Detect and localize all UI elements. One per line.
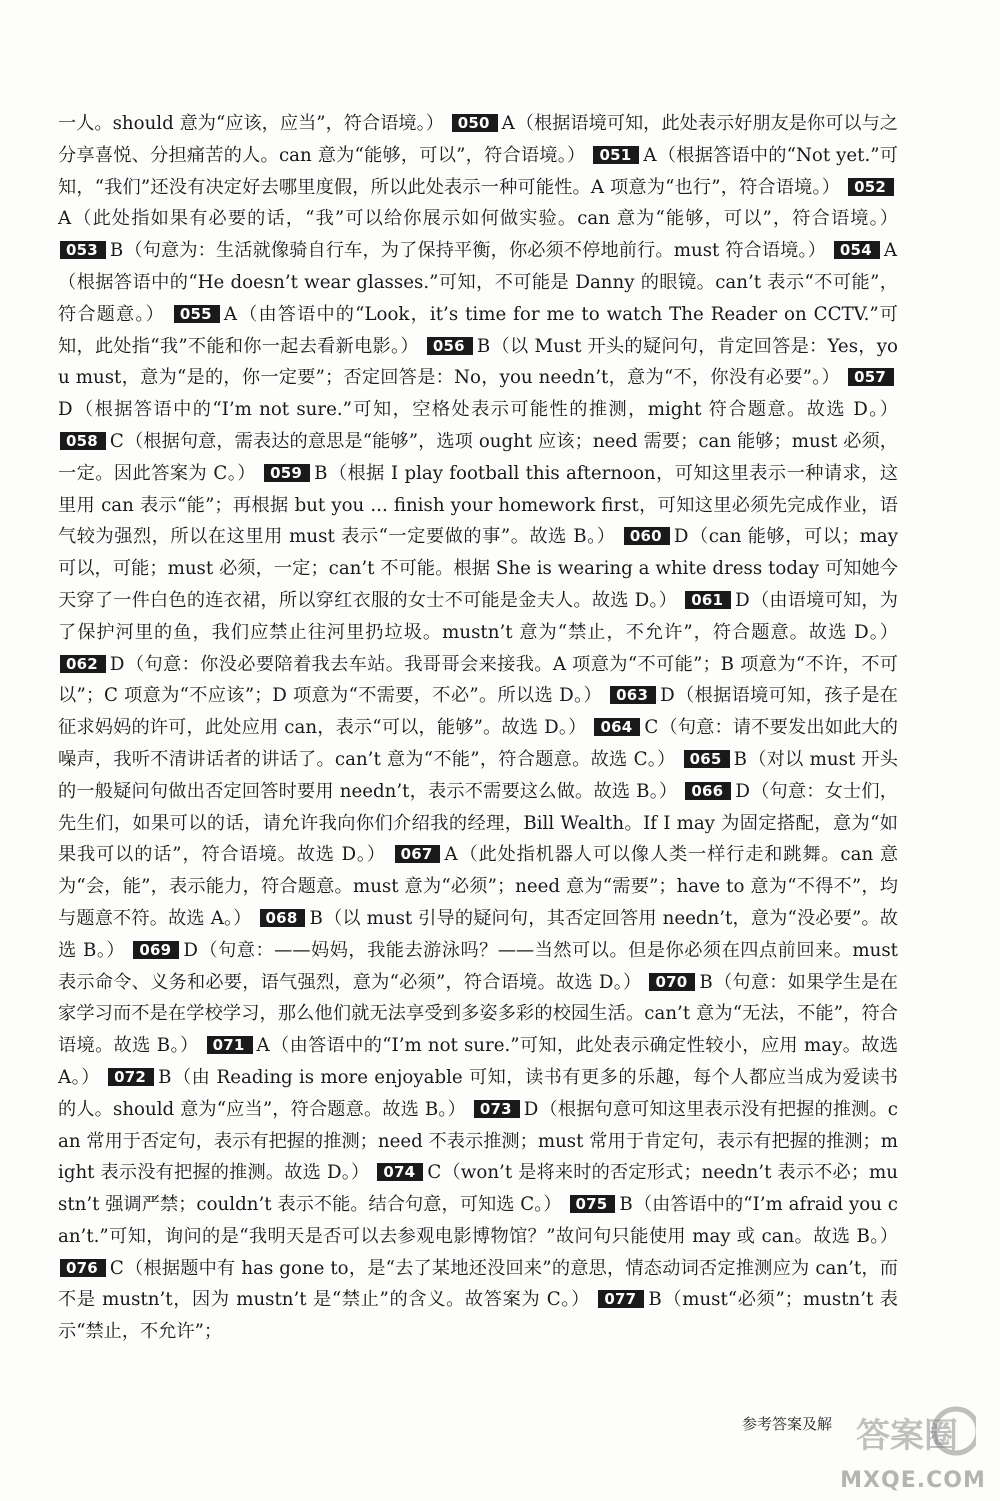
question-number-badge: 070 [649, 973, 695, 991]
question-number-badge: 066 [685, 782, 731, 800]
answer-letter: B [309, 907, 323, 929]
answer-explanation: （根据 I play football this afternoon，可知这里表示一种请求，这里用 can 表示“能”；再根据 but you ... finish your homework first，可知这里必须先完成作业，语气较为强烈，所以在这里用 must 表示“一定要做的事”。故选 B。） [58, 462, 898, 548]
answer-explanation: （句意：你没必要陪着我去车站。我哥哥会来接我。A 项意为“不可能”；B 项意为“不许，不可以”；C 项意为“不应该”；D 项意为“不需要，不必”。所以选 D。） [58, 653, 898, 707]
watermark-text: MXQE.COM [840, 1468, 986, 1493]
answer-letter: D [735, 589, 750, 611]
answer-explanation: （根据语境可知，孩子是在征求妈妈的许可，此处应用 can，表示“可以，能够”。故选 D。） [58, 685, 898, 739]
answer-letter: A [643, 144, 657, 166]
answer-letter: D [183, 939, 198, 961]
answer-letter: A [223, 303, 237, 325]
question-number-badge: 076 [60, 1259, 106, 1277]
answer-explanation: （根据句意，需表达的意思是“能够”，选项 ought 应该；need 需要；can 能够；must 必须，一定。因此答案为 C。） [58, 430, 898, 484]
answer-explanation: （won’t 是将来时的否定形式；needn’t 表示不必；mustn’t 强调严禁；couldn’t 表示不能。结合句意，可知选 C。） [58, 1162, 899, 1216]
answer-explanation: 一人。should 意为“应该，应当”，符合语境。） [58, 113, 444, 134]
question-number-badge: 072 [108, 1068, 154, 1086]
answer-letter: D [735, 780, 750, 802]
answer-letter: D [523, 1098, 539, 1120]
question-number-badge: 069 [133, 941, 179, 959]
question-number-badge: 059 [264, 464, 310, 482]
answer-explanation: （句意：女士们，先生们，如果可以的话，请允许我向你们介绍我的经理，Bill Wealth。If I may 为固定搭配，意为“如果我可以的话”，符合语境。故选 D。） [58, 780, 898, 866]
answer-explanation: （对以 must 开头的一般疑问句做出否定回答时要用 needn’t，表示不需要这么做。故选 B。） [58, 748, 898, 802]
answer-explanation: （以 must 引导的疑问句，其否定回答用 needn’t，意为“没必要”。故选 B。） [58, 907, 898, 961]
answer-explanation: （以 Must 开头的疑问句，肯定回答是：Yes，you must，意为“是的，你一定要”；否定回答是：No，you needn’t，意为“不，你没有必要”。） [58, 335, 898, 389]
question-number-badge: 053 [60, 241, 106, 259]
answer-letter: B [158, 1066, 172, 1088]
answer-explanation: （句意：如果学生是在家学习而不是在学校学习，那么他们就无法享受到多姿多彩的校园生活。can’t 意为“无法，不能”，符合语境。故选 B。） [58, 971, 898, 1057]
answer-explanation: （can 能够，可以；may 可以，可能；must 必须，一定；can’t 不可能。根据 She is wearing a white dress today 可知她今天穿了一件白色的连衣裙，所以穿红衣服的女士不可能是金夫人。故选 D。） [58, 526, 899, 611]
answer-letter: A [58, 208, 72, 230]
answer-letter: C [427, 1162, 442, 1184]
question-number-badge: 073 [474, 1100, 520, 1118]
question-number-badge: 065 [684, 750, 730, 768]
answer-letter: D [58, 399, 73, 421]
question-number-badge: 063 [610, 686, 656, 704]
page-footer: 参考答案及解 [742, 1415, 833, 1433]
answer-letter: A [501, 113, 515, 134]
question-number-badge: 062 [60, 655, 106, 673]
answer-letter: A [883, 240, 897, 262]
answer-letter: D [109, 653, 125, 675]
answer-explanation: （根据答语中的“Not yet.”可知，“我们”还没有决定好去哪里度假，所以此处表示一种可能性。A 项意为“也行”，符合语境。） [58, 144, 898, 198]
question-number-badge: 050 [452, 114, 498, 132]
answer-explanation: （由答语中的“I’m afraid you can’t.”可知，询问的是“我明天是否可以去参观电影博物馆？”故问句只能使用 may 或 can。故选 B。） [58, 1194, 898, 1247]
answer-letter: B [109, 240, 124, 262]
question-number-badge: 052 [848, 178, 894, 196]
question-number-badge: 067 [395, 845, 441, 863]
answer-letter: B [619, 1194, 633, 1216]
answer-explanation: （此处指如果有必要的话，“我”可以给你展示如何做实验。can 意为“能够，可以”，符合语境。） [72, 208, 898, 230]
question-number-badge: 051 [593, 146, 639, 164]
answer-letter: B [314, 462, 328, 484]
watermark [838, 1403, 988, 1493]
answer-explanation: （根据句意可知这里表示没有把握的推测。can 常用于否定句，表示有把握的推测；need 不表示推测；must 常用于肯定句，表示有把握的推测；might 表示没有把握的推测。故选 D。） [58, 1098, 898, 1184]
question-number-badge: 060 [624, 527, 670, 545]
question-number-badge: 064 [594, 718, 640, 736]
answer-explanation: （must“必须”；mustn’t 表示“禁止，不允许”； [58, 1289, 898, 1343]
question-number-badge: 071 [207, 1036, 253, 1054]
answer-explanation: （由答语中的“I’m not sure.”可知，此处表示确定性较小，应用 may。故选 A。） [58, 1035, 899, 1088]
answer-explanation: （由答语中的“Look，it’s time for me to watch The Reader on CCTV.”可知，此处指“我”不能和你一起去看新电影。） [58, 303, 898, 357]
question-number-badge: 055 [174, 305, 220, 323]
answer-explanation: （句意：——妈妈，我能去游泳吗？——当然可以。但是你必须在四点前回来。must 表示命令、义务和必要，语气强烈，意为“必须”，符合语境。故选 D。） [58, 939, 898, 993]
question-number-badge: 077 [598, 1290, 644, 1308]
svg-text:答案圈: 答案圈 [856, 1416, 958, 1456]
answer-letter: A [444, 844, 458, 866]
answer-letter: B [476, 335, 491, 357]
watermark-logo-icon [856, 1403, 976, 1465]
question-number-badge: 057 [848, 368, 894, 386]
question-number-badge: 054 [834, 241, 880, 259]
answer-explanation: （根据题中有 has gone to，是“去了某地还没回来”的意思，情态动词否定推测应为 can’t，而不是 mustn’t，因为 mustn’t 是“禁止”的含义。故答案为 C。） [58, 1257, 898, 1311]
answer-letter: C [109, 1257, 124, 1279]
answer-explanation: （此处指机器人可以像人类一样行走和跳舞。can 意为“会，能”，表示能力，符合题意。must 意为“必须”；need 意为“需要”；have to 意为“不得不”，均与题意不符。故选 A。） [58, 844, 899, 929]
answer-explanation: （根据答语中的“He doesn’t wear glasses.”可知，不可能是 Danny 的眼镜。can’t 表示“不可能”，符合题意。） [58, 271, 898, 325]
question-number-badge: 061 [685, 591, 731, 609]
answer-explanation: （句意为：生活就像骑自行车，为了保持平衡，你必须不停地前行。must 符合语境。） [124, 240, 827, 262]
answer-letter: B [733, 748, 747, 770]
question-number-badge: 056 [427, 337, 473, 355]
answer-letter: A [256, 1035, 270, 1057]
answer-letter: B [699, 971, 713, 993]
answer-explanation: （根据答语中的“I’m not sure.”可知，空格处表示可能性的推测，might 符合题意。故选 D。） [73, 399, 898, 421]
answer-letter: C [644, 717, 659, 739]
answer-letter: D [660, 685, 675, 707]
answer-explanations [58, 108, 898, 1348]
answer-explanation: （由 Reading is more enjoyable 可知，读书有更多的乐趣，每个人都应当成为爱读书的人。should 意为“应当”，符合题意。故选 B。） [58, 1066, 898, 1120]
question-number-badge: 058 [60, 432, 106, 450]
answer-letter: B [648, 1289, 662, 1311]
question-number-badge: 068 [260, 909, 306, 927]
answer-letter: D [673, 526, 689, 548]
answer-letter: C [109, 430, 124, 452]
answer-explanation: （由语境可知，为了保护河里的鱼，我们应禁止往河里扔垃圾。mustn’t 意为“禁止，不允许”，符合题意。故选 D。） [58, 589, 898, 643]
answer-explanation: （根据语境可知，此处表示好朋友是你可以与之分享喜悦、分担痛苦的人。can 意为“能够，可以”，符合语境。） [58, 113, 898, 166]
question-number-badge: 074 [377, 1163, 423, 1181]
answer-explanation: （句意：请不要发出如此大的噪声，我听不清讲话者的讲话了。can’t 意为“不能”，符合题意。故选 C。） [58, 717, 898, 770]
question-number-badge: 075 [570, 1195, 616, 1213]
